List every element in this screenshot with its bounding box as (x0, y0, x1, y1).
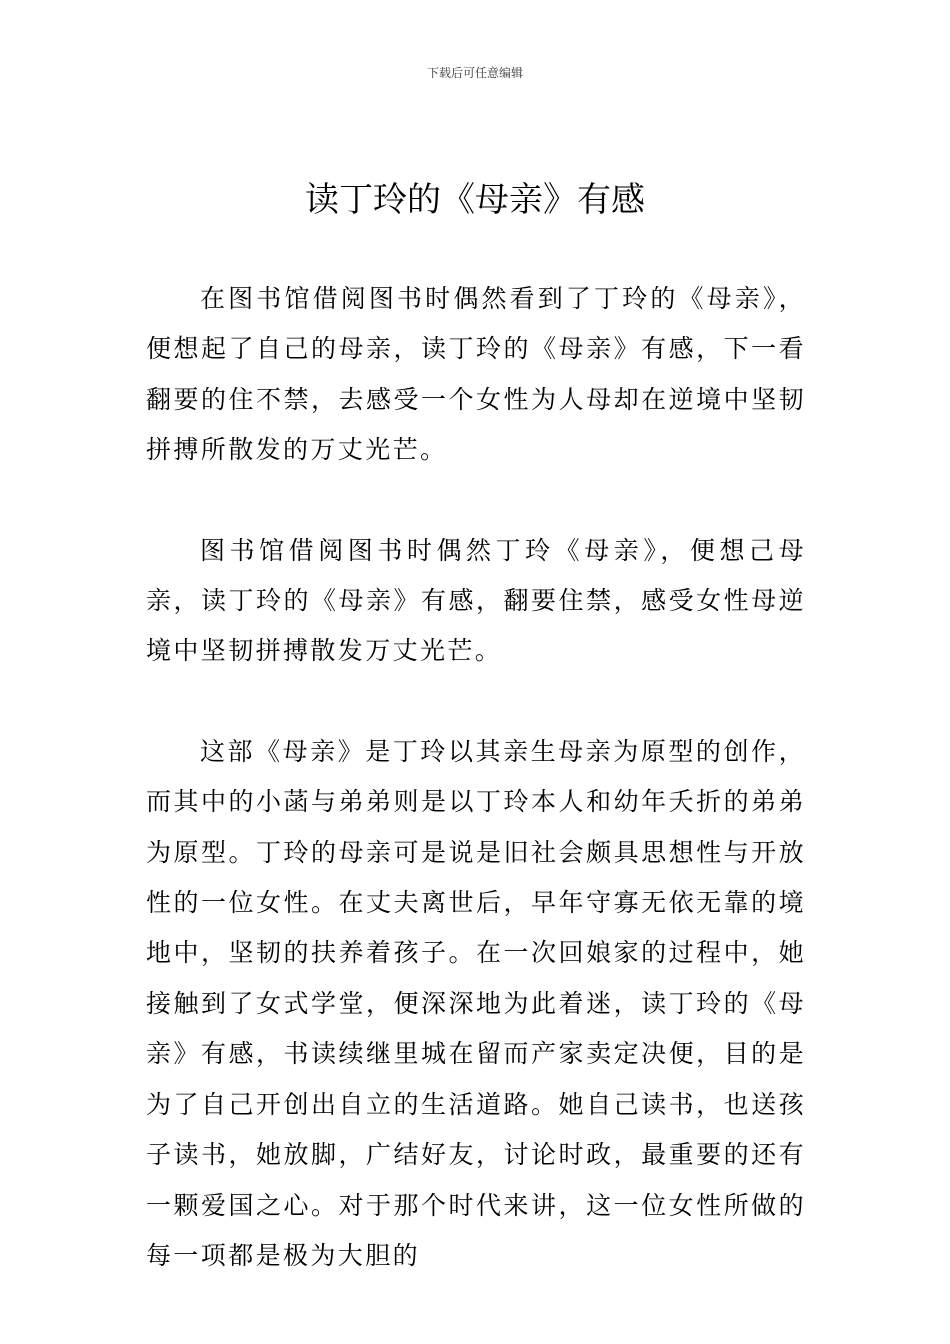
document-title: 读丁玲的《母亲》有感 (305, 180, 645, 220)
paragraph-2: 图书馆借阅图书时偶然丁玲《母亲》，便想己母亲，读丁玲的《母亲》有感，翻要住禁，感受女性母逆境中坚韧拼搏散发万丈光芒。 (146, 535, 806, 666)
paragraph-3: 这部《母亲》是丁玲以其亲生母亲为原型的创作，而其中的小菡与弟弟则是以丁玲本人和幼年夭折的弟弟为原型。丁玲的母亲可是说是旧社会颇具思想性与开放性的一位女性。在丈夫离世后，早年守寡无依无靠的境地中，坚韧的扶养着孩子。在一次回娘家的过程中，她接触到了女式学堂，便深深地为此着迷，读丁玲的《母亲》有感，书读续继里城在留而产家卖定决便，目的是为了自己开创出自立的生活道路。她自己读书，也送孩子读书，她放脚，广结好友，讨论时政，最重要的还有一颗爱国之心。对于那个时代来讲，这一位女性所做的每一项都是极为大胆的 (146, 736, 806, 1270)
header-note: 下载后可任意编辑 (426, 66, 523, 80)
paragraph-1: 在图书馆借阅图书时偶然看到了丁玲的《母亲》，便想起了自己的母亲，读丁玲的《母亲》有感，下一看翻要的住不禁，去感受一个女性为人母却在逆境中坚韧拼搏所散发的万丈光芒。 (146, 284, 806, 465)
document-body (146, 274, 806, 1331)
